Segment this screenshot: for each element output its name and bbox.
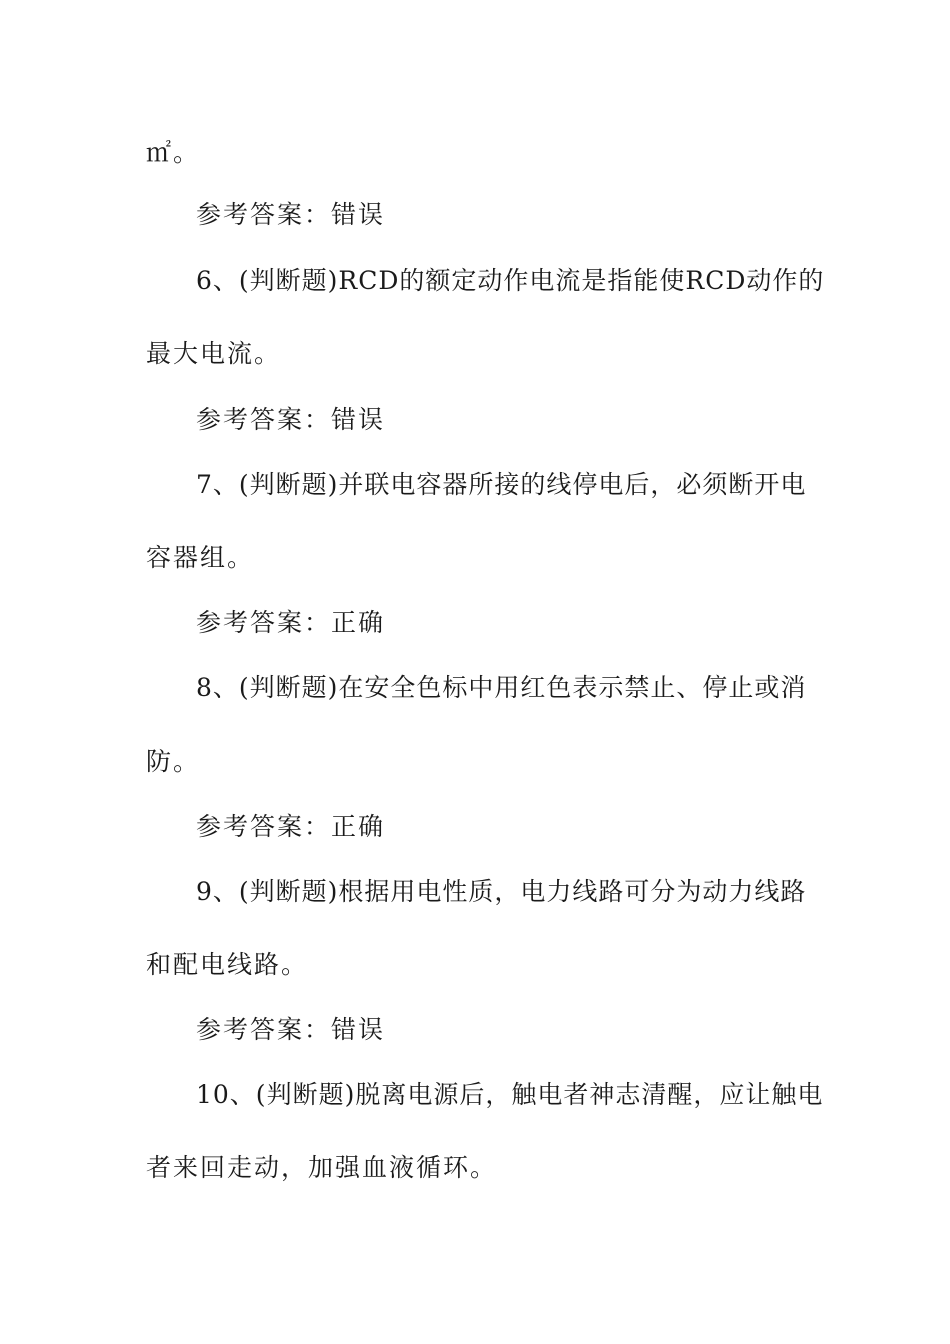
- question-8-line-1: 8、(判断题)在安全色标中用红色表示禁止、停止或消: [196, 673, 807, 702]
- question-9-line-2: 和配电线路。: [146, 950, 309, 979]
- answer-6: 参考答案：错误: [196, 405, 386, 434]
- question-10-line-2: 者来回走动，加强血液循环。: [146, 1153, 498, 1182]
- answer-8: 参考答案：正确: [196, 812, 386, 841]
- answer-7: 参考答案：正确: [196, 608, 386, 637]
- question-6-line-2: 最大电流。: [146, 339, 282, 368]
- answer-5: 参考答案：错误: [196, 200, 386, 229]
- question-10-line-1: 10、(判断题)脱离电源后，触电者神志清醒，应让触电: [196, 1080, 824, 1109]
- question-7-line-1: 7、(判断题)并联电容器所接的线停电后，必须断开电: [196, 470, 807, 499]
- answer-9: 参考答案：错误: [196, 1015, 386, 1044]
- question-6-line-1: 6、(判断题)RCD的额定动作电流是指能使RCD动作的: [196, 266, 825, 295]
- question-7-line-2: 容器组。: [146, 543, 255, 572]
- question-5-continuation: ㎡。: [146, 138, 201, 167]
- question-9-line-1: 9、(判断题)根据用电性质，电力线路可分为动力线路: [196, 877, 807, 906]
- question-8-line-2: 防。: [146, 747, 201, 776]
